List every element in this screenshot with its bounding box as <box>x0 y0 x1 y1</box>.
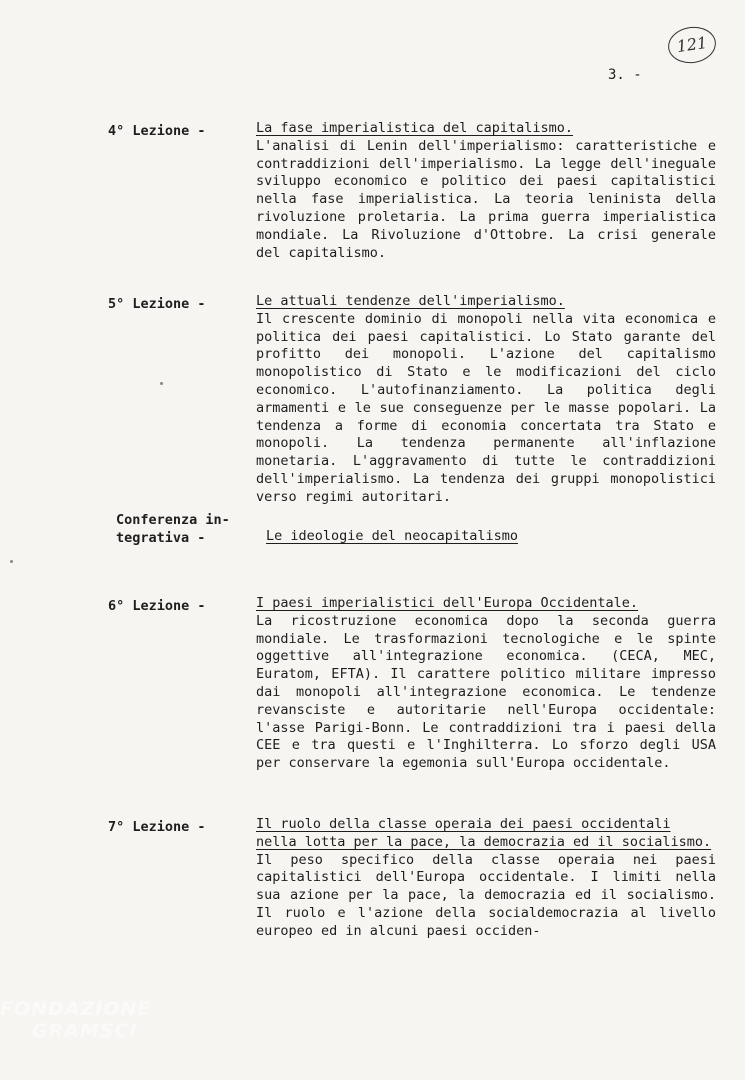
page-number: 3. - <box>608 67 642 83</box>
lesson-5-body: Il crescente dominio di monopoli nella vita economica e politica dei paesi capitalistici. Lo Stato garante del profitto dei monopoli. L'azione del capitalismo monopolistico di Stato e le modificazioni del ciclo economico. L'autofinanziamento. La politica degli armamenti e le sue conseguenze per le masse popolari. La tendenza a forme di economia concertata tra Stato e monopoli. La tendenza permanente all'inflazione monetaria. L'aggravamento di tutte le contraddizioni dell'imperialismo. La tendenza dei gruppi monopolistici verso regimi autoritari. <box>256 310 716 505</box>
lesson-4-body: L'analisi di Lenin dell'imperialismo: caratteristiche e contraddizioni dell'imperialismo. La legge dell'ineguale sviluppo economico e politico dei paesi capitalistici nella fase imperialistica. La teoria leninista della rivoluzione proletaria. La prima guerra imperialistica mondiale. La Rivoluzione d'Ottobre. La crisi generale del capitalismo. <box>256 137 716 261</box>
lesson-4-title: La fase imperialistica del capitalismo. <box>256 120 573 136</box>
conference-title: Le ideologie del neocapitalismo <box>266 528 518 544</box>
lesson-7-body: Il peso specifico della classe operaia nei paesi capitalistici dell'Europa occidentale. I limiti nella sua azione per la pace, la democrazia ed il socialismo. Il ruolo e l'azione della socialdemocrazia al livello europeo ed in alcuni paesi occiden- <box>256 851 716 939</box>
lesson-5-label: 5° Lezione - <box>108 296 206 312</box>
lesson-4 <box>256 120 716 262</box>
lesson-5 <box>256 293 716 507</box>
watermark-line2: GRAMSCI <box>32 1020 138 1042</box>
lesson-6-label: 6° Lezione - <box>108 598 206 614</box>
lesson-7 <box>256 816 716 941</box>
watermark-line1: FONDAZIONE <box>0 998 152 1020</box>
lesson-6 <box>256 595 716 773</box>
conference <box>266 528 726 546</box>
folio-stamp: 121 <box>666 24 719 66</box>
lesson-7-label: 7° Lezione - <box>108 819 206 835</box>
lesson-5-title: Le attuali tendenze dell'imperialismo. <box>256 293 565 309</box>
conference-label: Conferenza in- tegrativa - <box>116 512 230 546</box>
lesson-6-body: La ricostruzione economica dopo la seconda guerra mondiale. Le trasformazioni tecnologiche e le spinte oggettive all'integrazione economica. (CECA, MEC, Euratom, EFTA). Il carattere politico militare impresso dai monopoli all'integrazione economica. Le tendenze revansciste e autoritarie nell'Europa occidentale: l'asse Parigi-Bonn. Le contraddizioni tra i paesi della CEE e tra questi e l'Inghilterra. Lo sforzo degli USA per conservare la egemonia sull'Europa occidentale. <box>256 612 716 772</box>
lesson-4-label: 4° Lezione - <box>108 123 206 139</box>
lesson-6-title: I paesi imperialistici dell'Europa Occidentale. <box>256 595 639 611</box>
margin-speck <box>10 560 13 563</box>
lesson-7-title: Il ruolo della classe operaia dei paesi occidentali nella lotta per la pace, la democrazia ed il socialismo. <box>256 816 712 850</box>
margin-speck <box>160 382 163 385</box>
archive-watermark <box>0 998 200 1058</box>
